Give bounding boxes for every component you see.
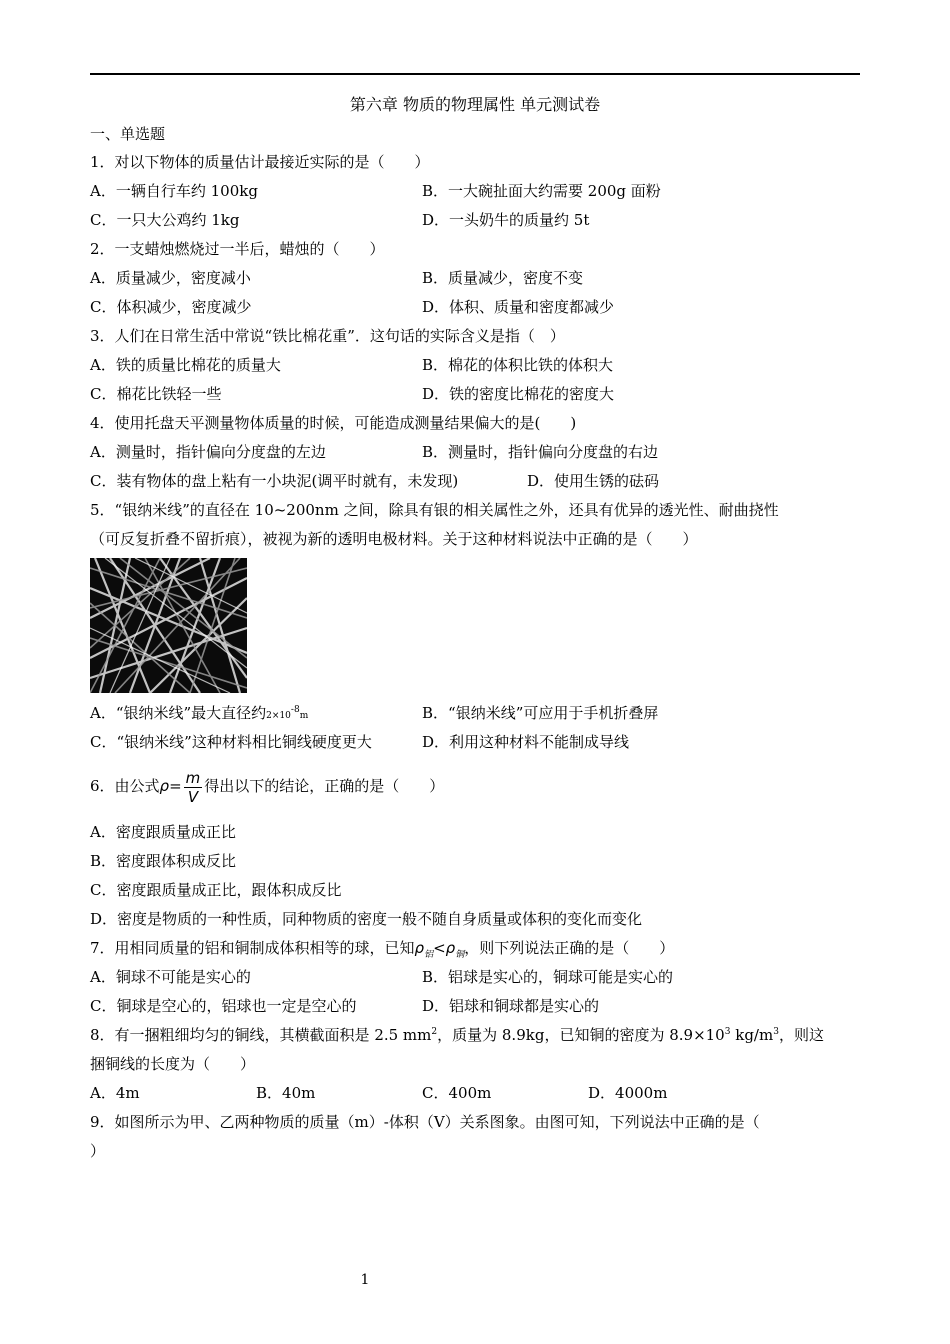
q9-stem-line2: ） [90, 1142, 106, 1160]
q1-option-a: A．一辆自行车约 100kg [90, 182, 258, 200]
section-heading: 一、单选题 [90, 125, 166, 143]
q6-option-a: A．密度跟质量成正比 [90, 823, 236, 841]
q7-prefix: 7．用相同质量的铝和铜制成体积相等的球，已知 [90, 939, 415, 957]
q9-stem-line1: 9．如图所示为甲、乙两种物质的质量（m）-体积（V）关系图象。由图可知，下列说法中正确的是（ [90, 1113, 760, 1131]
q5-option-a-exponent: -8 [290, 705, 300, 715]
q8-sup1: 2 [431, 1027, 438, 1037]
q6-denominator: V [187, 787, 199, 806]
q8-option-d: D．4000m [588, 1084, 668, 1102]
q4-option-b: B．测量时，指针偏向分度盘的右边 [422, 443, 659, 461]
q7-less-than: < [433, 939, 446, 957]
q6-numerator: m [185, 768, 201, 787]
q2-option-d: D．体积、质量和密度都减少 [422, 298, 615, 316]
q6-rho: ρ [159, 777, 170, 795]
q7-rho-al: ρ [414, 939, 425, 957]
q8-part1: 8．有一捆粗细均匀的铜线，其横截面积是 2.5 mm [90, 1026, 432, 1044]
q7-option-d: D．铝球和铜球都是实心的 [422, 997, 600, 1015]
q8-stem-line2: 捆铜线的长度为（ ） [90, 1055, 256, 1073]
q7-option-c: C．铜球是空心的，铝球也一定是空心的 [90, 997, 357, 1015]
q1-stem: 1．对以下物体的质量估计最接近实际的是（ ） [90, 153, 430, 171]
page-number-text: 1 [360, 1272, 370, 1288]
q8-sup3: 3 [773, 1027, 779, 1037]
q5-option-a-value: 2×10 [266, 711, 291, 721]
q2-option-b: B．质量减少，密度不变 [422, 269, 584, 287]
q7-stem [90, 938, 674, 958]
q2-option-c: C．体积减少，密度减少 [90, 298, 252, 316]
q8-part4: ，则这 [778, 1026, 824, 1044]
q7-sub-al: 铝 [424, 950, 434, 960]
q8-part3: kg/m [730, 1026, 774, 1044]
q4-option-c: C．装有物体的盘上粘有一小块泥(调平时就有，未发现) [90, 472, 459, 490]
q3-stem: 3．人们在日常生活中常说“铁比棉花重”．这句话的实际含义是指（ ） [90, 327, 565, 345]
q3-option-a: A．铁的质量比棉花的质量大 [90, 356, 281, 374]
header-rule [90, 73, 860, 75]
q3-option-c: C．棉花比铁轻一些 [90, 385, 222, 403]
page-number [0, 1272, 950, 1288]
q7-suffix: ，则下列说法正确的是（ ） [464, 939, 675, 957]
q8-part2: ，质量为 8.9kg，已知铜的密度为 8.9×10 [437, 1026, 725, 1044]
q7-option-b: B．铝球是实心的，铜球可能是实心的 [422, 968, 674, 986]
q8-option-c: C．400m [422, 1084, 492, 1102]
q1-option-c: C．一只大公鸡约 1kg [90, 211, 240, 229]
q1-option-d: D．一头奶牛的质量约 5t [422, 211, 590, 229]
q5-option-d: D．利用这种材料不能制成导线 [422, 733, 630, 751]
q4-stem: 4．使用托盘天平测量物体质量的时候，可能造成测量结果偏大的是( ) [90, 414, 577, 432]
q6-density-formula [184, 769, 203, 806]
q5-option-a-unit: m [299, 711, 309, 721]
q5-option-b: B．“银纳米线”可应用于手机折叠屏 [422, 704, 659, 722]
q6-option-b: B．密度跟体积成反比 [90, 852, 237, 870]
q5-option-c: C．“银纳米线”这种材料相比铜线硬度更大 [90, 733, 372, 751]
q5-stem-line1: 5．“银纳米线”的直径在 10~200nm 之间，除具有银的相关属性之外，还具有优异的透光性、耐曲挠性 [90, 501, 779, 519]
q7-sub-cu: 铜 [455, 950, 465, 960]
q2-stem: 2．一支蜡烛燃烧过一半后，蜡烛的（ ） [90, 240, 385, 258]
q1-option-b: B．一大碗扯面大约需要 200g 面粉 [422, 182, 661, 200]
q5-option-a-text: A．“银纳米线”最大直径约 [90, 704, 267, 722]
q8-option-a: A．4m [90, 1084, 140, 1102]
q8-option-b: B．40m [256, 1084, 316, 1102]
q4-option-a: A．测量时，指针偏向分度盘的左边 [90, 443, 326, 461]
q5-stem-line2: （可反复折叠不留折痕），被视为新的透明电极材料。关于这种材料说法中正确的是（ ） [90, 530, 698, 548]
q8-stem-line1 [90, 1025, 824, 1045]
q5-option-a [90, 703, 308, 726]
q6-option-d: D．密度是物质的一种性质，同种物质的密度一般不随自身质量或体积的变化而变化 [90, 910, 643, 928]
q8-sup2: 3 [724, 1027, 731, 1037]
q3-option-d: D．铁的密度比棉花的密度大 [422, 385, 615, 403]
q7-rho-cu: ρ [445, 939, 456, 957]
q6-prefix: 6．由公式 [90, 777, 160, 795]
q2-option-a: A．质量减少，密度减小 [90, 269, 251, 287]
q6-suffix: 得出以下的结论，正确的是（ ） [204, 777, 445, 795]
q3-option-b: B．棉花的体积比铁的体积大 [422, 356, 614, 374]
page-title: 第六章 物质的物理属性 单元测试卷 [349, 95, 601, 114]
q6-option-c: C．密度跟质量成正比，跟体积成反比 [90, 881, 342, 899]
silver-nanowire-image [90, 558, 247, 693]
q7-option-a: A．铜球不可能是实心的 [90, 968, 251, 986]
q6-stem [90, 766, 444, 806]
q6-equals: = [169, 777, 182, 795]
q4-option-d: D．使用生锈的砝码 [527, 472, 660, 490]
